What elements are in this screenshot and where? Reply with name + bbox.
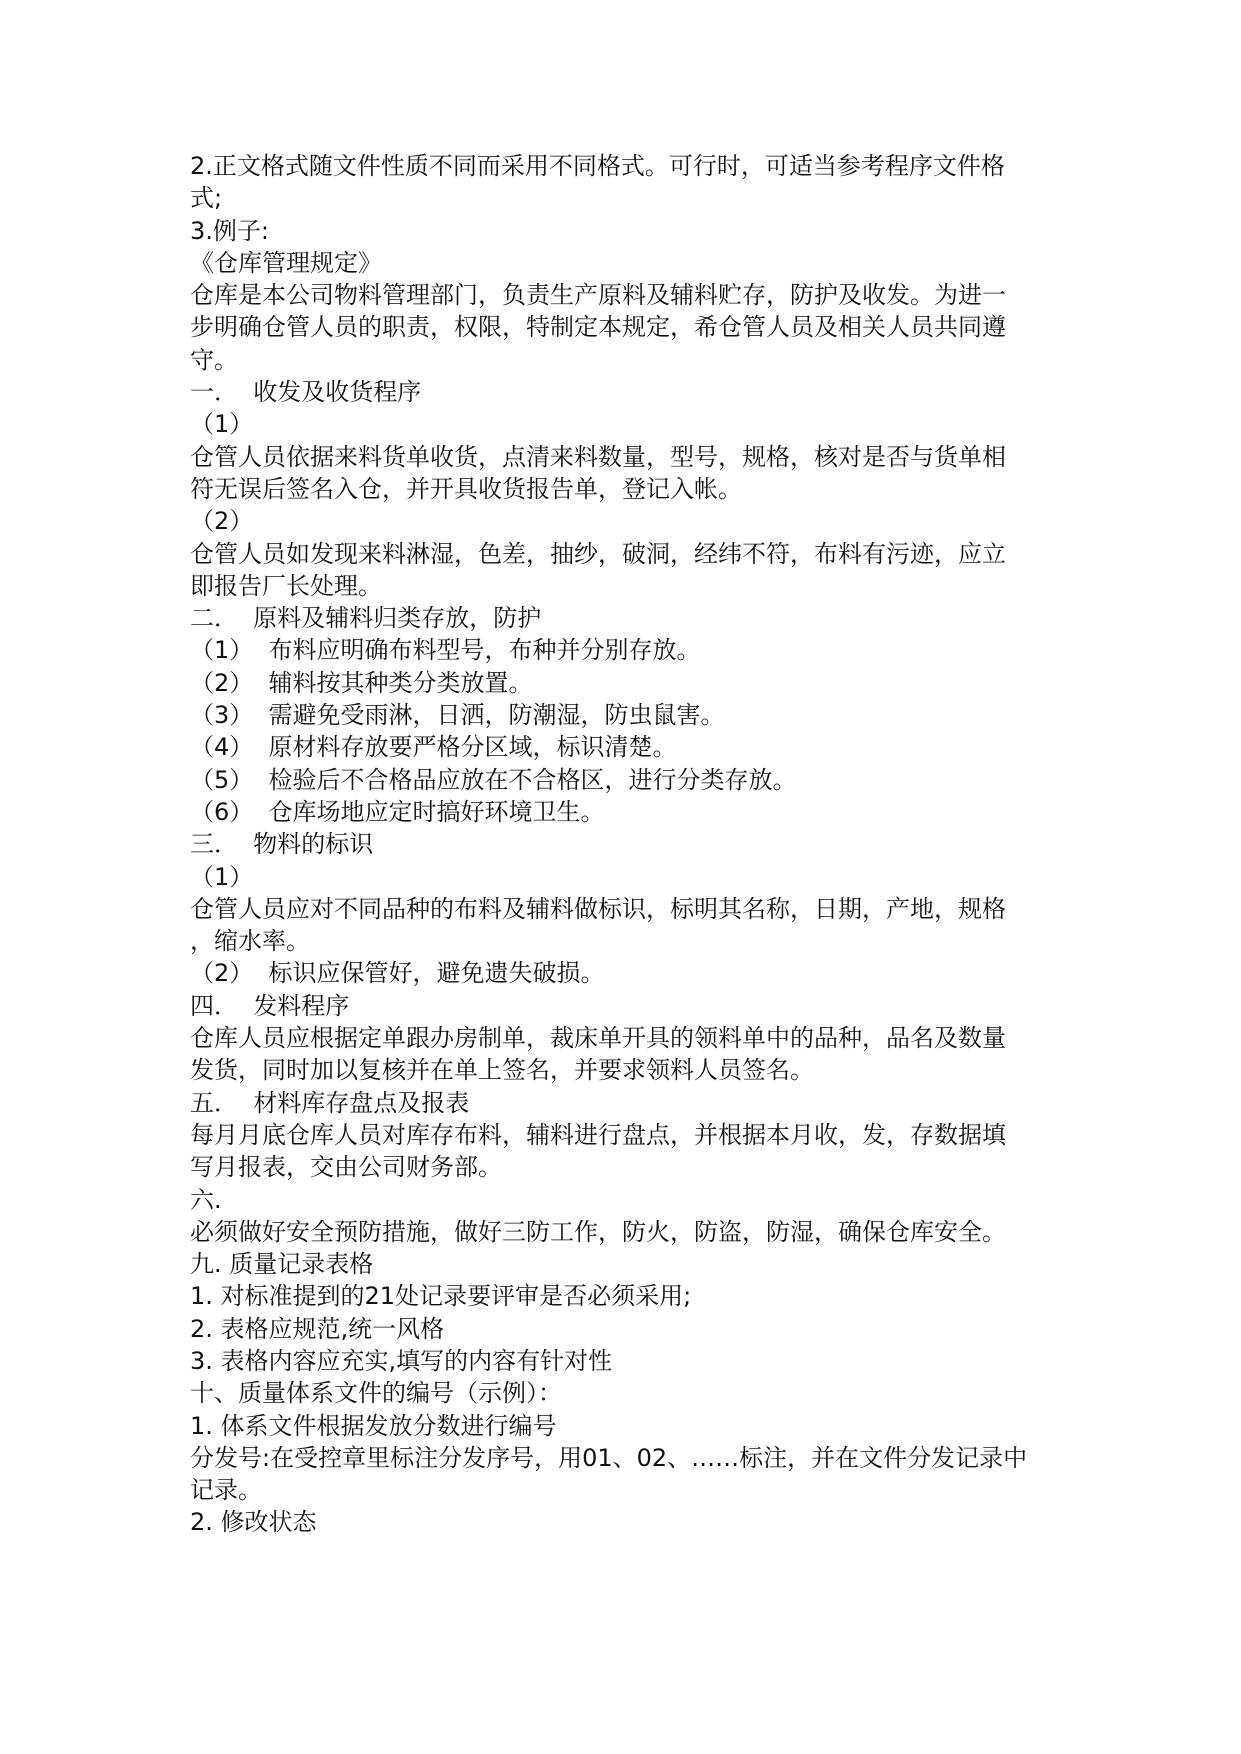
- text-line: 3.例子:: [190, 216, 269, 245]
- text-line: 仓管人员如发现来料淋湿，色差，抽纱，破洞，经纬不符，布料有污迹，应立: [190, 539, 1006, 568]
- list-item: （3） 需避免受雨淋，日洒，防潮湿，防虫鼠害。: [190, 701, 725, 730]
- text-line: 每月月底仓库人员对库存布料，辅料进行盘点，并根据本月收，发，存数据填: [190, 1120, 1006, 1149]
- list-item: （2） 辅料按其种类分类放置。: [190, 668, 533, 697]
- text-line: 必须做好安全预防措施，做好三防工作，防火，防盗，防湿，确保仓库安全。: [190, 1217, 1006, 1246]
- text-line: 仓管人员应对不同品种的布料及辅料做标识，标明其名称，日期，产地，规格: [190, 894, 1006, 923]
- section-heading: 一． 收发及收货程序: [190, 378, 422, 407]
- list-item: 3. 表格内容应充实,填写的内容有针对性: [190, 1346, 613, 1375]
- text-line: 仓库是本公司物料管理部门，负责生产原料及辅料贮存，防护及收发。为进一: [190, 281, 1006, 310]
- text-line: 步明确仓管人员的职责，权限，特制定本规定，希仓管人员及相关人员共同遵: [190, 313, 1006, 342]
- section-heading: 三． 物料的标识: [190, 830, 374, 859]
- list-item: （5） 检验后不合格品应放在不合格区，进行分类存放。: [190, 765, 797, 794]
- document-page: [190, 150, 1070, 1539]
- section-heading: 五． 材料库存盘点及报表: [190, 1088, 470, 1117]
- section-heading: 六.: [190, 1185, 222, 1214]
- list-item: 1. 对标准提到的21处记录要评审是否必须采用;: [190, 1282, 692, 1311]
- list-item: （6） 仓库场地应定时搞好环境卫生。: [190, 797, 605, 826]
- list-item: 1. 体系文件根据发放分数进行编号: [190, 1411, 557, 1440]
- section-heading: 二． 原料及辅料归类存放，防护: [190, 604, 542, 633]
- list-item: （2） 标识应保管好，避免遗失破损。: [190, 959, 605, 988]
- list-item: 2. 修改状态: [190, 1508, 317, 1537]
- document-title: 《仓库管理规定》: [190, 248, 382, 277]
- text-line: 记录。: [190, 1476, 262, 1505]
- section-heading: 九. 质量记录表格: [190, 1250, 374, 1279]
- item-number: （1）: [190, 410, 254, 439]
- text-line: 式;: [190, 184, 223, 213]
- item-number: （2）: [190, 507, 254, 536]
- text-line: 2.正文格式随文件性质不同而采用不同格式。可行时，可适当参考程序文件格: [190, 152, 1005, 180]
- text-line: ，缩水率。: [190, 927, 310, 956]
- text-line: 符无误后签名入仓，并开具收货报告单，登记入帐。: [190, 474, 742, 503]
- text-line: 写月报表，交由公司财务部。: [190, 1153, 502, 1182]
- section-heading: 四． 发料程序: [190, 991, 350, 1020]
- text-line: 守。: [190, 345, 238, 374]
- list-item: （1） 布料应明确布料型号，布种并分别存放。: [190, 636, 701, 665]
- item-number: （1）: [190, 862, 254, 891]
- list-item: 2. 表格应规范,统一风格: [190, 1314, 445, 1343]
- text-line: 即报告厂长处理。: [190, 571, 382, 600]
- text-line: 仓管人员依据来料货单收货，点清来料数量，型号，规格，核对是否与货单相: [190, 442, 1006, 471]
- text-line: 分发号:在受控章里标注分发序号，用01、02、……标注，并在文件分发记录中: [190, 1443, 1028, 1472]
- list-item: （4） 原材料存放要严格分区域，标识清楚。: [190, 733, 677, 762]
- text-line: 仓库人员应根据定单跟办房制单，裁床单开具的领料单中的品种，品名及数量: [190, 1024, 1006, 1053]
- text-line: 发货，同时加以复核并在单上签名，并要求领料人员签名。: [190, 1056, 814, 1085]
- section-heading: 十、质量体系文件的编号（示例）：: [190, 1379, 562, 1408]
